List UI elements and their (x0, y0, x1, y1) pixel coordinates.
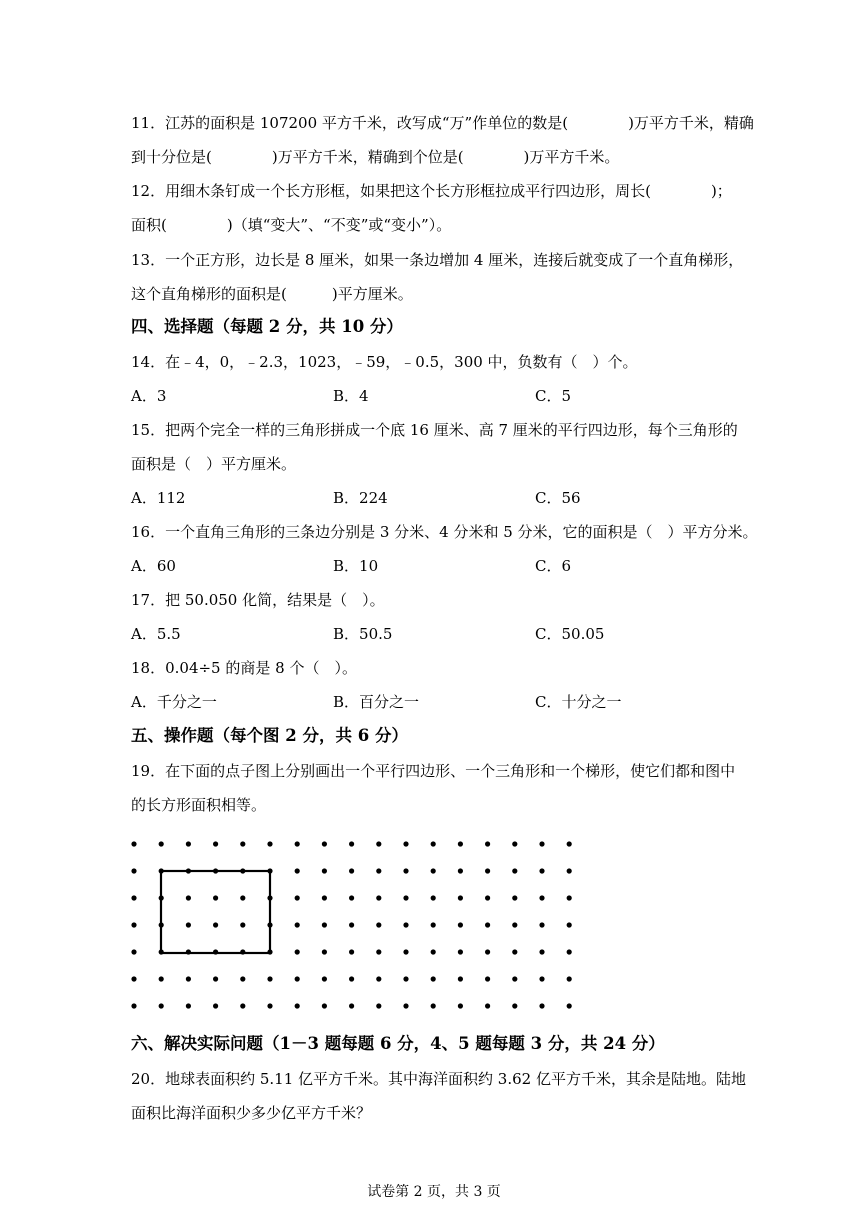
grid-dot (539, 922, 544, 927)
grid-dot (349, 922, 354, 927)
q19-line2: 的长方形面积相等。 (131, 796, 267, 814)
grid-dot (376, 895, 381, 900)
grid-dot (240, 976, 245, 981)
grid-dot (295, 922, 300, 927)
grid-dot (131, 976, 136, 981)
grid-dot (159, 976, 164, 981)
grid-dot (131, 922, 136, 927)
q15-option-a: A．112 (131, 489, 186, 507)
grid-dot (458, 949, 463, 954)
grid-dot (431, 922, 436, 927)
grid-dot (213, 922, 218, 927)
grid-dot (159, 1003, 164, 1008)
grid-dot (322, 841, 327, 846)
grid-dot (567, 868, 572, 873)
grid-dot (131, 1003, 136, 1008)
grid-dot (376, 868, 381, 873)
given-rectangle (161, 871, 270, 953)
q18-text: 18．0.04÷5 的商是 8 个（ ）。 (131, 659, 357, 677)
grid-dot (376, 976, 381, 981)
grid-dot (295, 868, 300, 873)
grid-dot (131, 868, 136, 873)
grid-dot (267, 1003, 272, 1008)
grid-dot (539, 841, 544, 846)
grid-dot (267, 868, 272, 873)
grid-dot (431, 949, 436, 954)
q12-line2: 面积( )（填“变大”、“不变”或“变小”）。 (131, 216, 452, 234)
grid-dot (322, 895, 327, 900)
q16-option-b: B．10 (333, 557, 379, 575)
grid-dot (267, 922, 272, 927)
grid-dot (403, 976, 408, 981)
grid-dot (485, 949, 490, 954)
section-4-heading: 四、选择题（每题 2 分，共 10 分） (131, 317, 403, 336)
section-6-heading: 六、解决实际问题（1－3 题每题 6 分，4、5 题每题 3 分，共 24 分） (131, 1034, 665, 1053)
grid-dot (240, 895, 245, 900)
grid-dot (567, 841, 572, 846)
grid-dot (403, 949, 408, 954)
grid-dot (213, 841, 218, 846)
grid-dot (322, 922, 327, 927)
q17-text: 17．把 50.050 化简，结果是（ ）。 (131, 591, 385, 609)
grid-dot (403, 841, 408, 846)
grid-dot (240, 922, 245, 927)
q14-option-b: B．4 (333, 387, 369, 405)
grid-dot (458, 895, 463, 900)
grid-dot (376, 1003, 381, 1008)
grid-dot (403, 1003, 408, 1008)
grid-dot (186, 949, 191, 954)
grid-dot (186, 841, 191, 846)
grid-dot (458, 1003, 463, 1008)
grid-dot (512, 895, 517, 900)
grid-dot (403, 868, 408, 873)
grid-dot (213, 868, 218, 873)
q20-line2: 面积比海洋面积少多少亿平方千米？ (131, 1104, 372, 1122)
grid-dot (512, 949, 517, 954)
q16-option-c: C．6 (535, 557, 572, 575)
q17-option-b: B．50.5 (333, 625, 393, 643)
grid-dot (295, 949, 300, 954)
q15-option-b: B．224 (333, 489, 388, 507)
grid-dot (213, 895, 218, 900)
grid-dot (322, 1003, 327, 1008)
grid-dot (485, 922, 490, 927)
grid-dot (431, 895, 436, 900)
q18-option-c: C．十分之一 (535, 693, 622, 711)
grid-dot (186, 922, 191, 927)
grid-dot (458, 868, 463, 873)
grid-dot (567, 976, 572, 981)
grid-dot (295, 895, 300, 900)
q13-line2: 这个直角梯形的面积是( )平方厘米。 (131, 285, 413, 303)
grid-dot (267, 895, 272, 900)
grid-dot (267, 841, 272, 846)
grid-dot (240, 868, 245, 873)
grid-dot (267, 949, 272, 954)
q16-text: 16．一个直角三角形的三条边分别是 3 分米、4 分米和 5 分米，它的面积是（ ）平方分米。 (131, 523, 758, 541)
grid-dot (349, 841, 354, 846)
grid-dot (539, 949, 544, 954)
q13-line1: 13．一个正方形，边长是 8 厘米，如果一条边增加 4 厘米，连接后就变成了一个直角梯形， (131, 251, 744, 269)
section-5-heading: 五、操作题（每个图 2 分，共 6 分） (131, 726, 408, 745)
grid-dot (159, 868, 164, 873)
grid-dot (567, 922, 572, 927)
grid-dot (159, 949, 164, 954)
grid-dot (431, 1003, 436, 1008)
grid-dot (458, 976, 463, 981)
grid-dot (186, 1003, 191, 1008)
grid-dot (213, 976, 218, 981)
grid-dot (512, 1003, 517, 1008)
grid-dot (186, 868, 191, 873)
grid-dot (485, 841, 490, 846)
grid-dot (322, 976, 327, 981)
grid-dot (213, 949, 218, 954)
grid-dot (322, 868, 327, 873)
grid-dot (295, 976, 300, 981)
grid-dot (485, 976, 490, 981)
grid-dot (403, 922, 408, 927)
q18-option-b: B．百分之一 (333, 693, 420, 711)
grid-dot (567, 1003, 572, 1008)
grid-dot (539, 1003, 544, 1008)
grid-dot (159, 841, 164, 846)
grid-dot (458, 841, 463, 846)
grid-dot (186, 976, 191, 981)
grid-dot (485, 895, 490, 900)
grid-dot (131, 841, 136, 846)
grid-dot (376, 949, 381, 954)
grid-dot (431, 976, 436, 981)
q11-line1: 11．江苏的面积是 107200 平方千米，改写成“万”作单位的数是( )万平方千米，精确 (131, 114, 754, 132)
grid-dot (431, 841, 436, 846)
q14-text: 14．在﹣4，0，﹣2.3，1023，﹣59，﹣0.5，300 中，负数有（ ）个。 (131, 353, 638, 371)
q18-option-a: A．千分之一 (131, 693, 217, 711)
q20-line1: 20．地球表面积约 5.11 亿平方千米。其中海洋面积约 3.62 亿平方千米，其余是陆地。陆地 (131, 1070, 746, 1088)
q15-line2: 面积是（ ）平方厘米。 (131, 455, 297, 473)
grid-dot (131, 895, 136, 900)
grid-dot (349, 1003, 354, 1008)
q15-line1: 15．把两个完全一样的三角形拼成一个底 16 厘米、高 7 厘米的平行四边形，每个三角形的 (131, 421, 738, 439)
q19-line1: 19．在下面的点子图上分别画出一个平行四边形、一个三角形和一个梯形，使它们都和图中 (131, 762, 736, 780)
grid-dot (159, 895, 164, 900)
q11-line2: 到十分位是( )万平方千米，精确到个位是( )万平方千米。 (131, 148, 620, 166)
q17-option-a: A．5.5 (131, 625, 181, 643)
grid-dot (376, 841, 381, 846)
grid-dot (240, 841, 245, 846)
grid-dot (539, 976, 544, 981)
grid-dot (131, 949, 136, 954)
grid-dot (403, 895, 408, 900)
q12-line1: 12．用细木条钉成一个长方形框，如果把这个长方形框拉成平行四边形，周长( )； (131, 182, 732, 200)
grid-dot (322, 949, 327, 954)
grid-dot (512, 922, 517, 927)
grid-dot (349, 949, 354, 954)
grid-dot (349, 868, 354, 873)
grid-dot (539, 895, 544, 900)
page-footer: 试卷第 2 页，共 3 页 (367, 1184, 501, 1200)
grid-dot (512, 841, 517, 846)
grid-dot (431, 868, 436, 873)
grid-dot (567, 895, 572, 900)
q14-option-c: C．5 (535, 387, 572, 405)
grid-dot (213, 1003, 218, 1008)
grid-dot (567, 949, 572, 954)
grid-dot (159, 922, 164, 927)
grid-dot (512, 976, 517, 981)
grid-dot (186, 895, 191, 900)
grid-dot (485, 1003, 490, 1008)
q15-option-c: C．56 (535, 489, 581, 507)
grid-dot (240, 949, 245, 954)
grid-dot (539, 868, 544, 873)
q17-option-c: C．50.05 (535, 625, 605, 643)
grid-dot (485, 868, 490, 873)
q16-option-a: A．60 (131, 557, 176, 575)
grid-dot (512, 868, 517, 873)
grid-dot (458, 922, 463, 927)
q14-option-a: A．3 (131, 387, 167, 405)
grid-dot (349, 895, 354, 900)
grid-dot (240, 1003, 245, 1008)
grid-dot (349, 976, 354, 981)
grid-dot (295, 1003, 300, 1008)
grid-dot (267, 976, 272, 981)
grid-dot (295, 841, 300, 846)
grid-dot (376, 922, 381, 927)
